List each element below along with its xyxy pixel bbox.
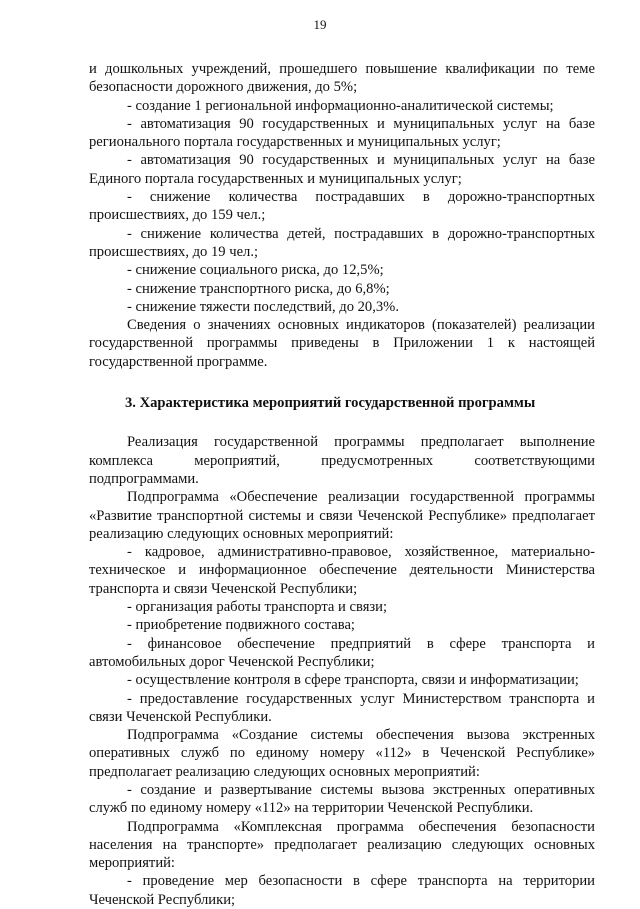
list-item: - создание и развертывание системы вызова экстренных оперативных служб по единому номеру «112» на территории Чеченской Республики. [89, 781, 595, 817]
list-item: - предоставление государственных услуг Министерством транспорта и связи Чеченской Республики. [89, 690, 595, 725]
list-item: - автоматизация 90 государственных и муниципальных услуг на базе Единого портала государственных и муниципальных услуг; [89, 152, 595, 187]
list-item: - снижение тяжести последствий, до 20,3%. [127, 298, 399, 315]
page-number: 19 [313, 17, 327, 32]
paragraph: Подпрограмма «Обеспечение реализации государственной программы «Развитие транспортной системы и связи Чеченской Республике» предполагает реализацию следующих основных мероприятий: [89, 489, 595, 542]
list-item: - проведение мер безопасности в сфере транспорта на территории Чеченской Республики; [89, 873, 595, 908]
section-heading: 3. Характеристика мероприятий государственной программы [125, 395, 536, 412]
list-item: - снижение количества детей, пострадавших в дорожно-транспортных происшествиях, до 19 чел.; [89, 225, 595, 260]
list-item: - осуществление контроля в сфере транспорта, связи и информатизации; [127, 672, 579, 689]
paragraph: Подпрограмма «Создание системы обеспечения вызова экстренных оперативных служб по единому номеру «112» в Чеченской Республике» предполагает реализацию следующих основных мероприятий: [89, 727, 595, 780]
list-item: - организация работы транспорта и связи; [127, 599, 388, 616]
paragraph: Сведения о значениях основных индикаторов (показателей) реализации государственной программы приведены в Приложении 1 к настоящей государственной программе. [89, 317, 595, 370]
list-item: - автоматизация 90 государственных и муниципальных услуг на базе регионального портала государственных и муниципальных услуг; [89, 115, 595, 151]
document-body [89, 60, 595, 909]
list-item: - кадровое, административно-правовое, хозяйственное, материально-техническое и информационное обеспечение деятельности Министерства транспорта и связи Чеченской Республики; [89, 544, 595, 597]
paragraph: Реализация государственной программы предполагает выполнение комплекса мероприятий, предусмотренных соответствующими подпрограммами. [89, 434, 595, 487]
list-item: - создание 1 региональной информационно-аналитической системы; [127, 97, 554, 114]
list-item: - снижение транспортного риска, до 6,8%; [127, 280, 390, 297]
paragraph: Подпрограмма «Комплексная программа обеспечения безопасности населения на транспорте» предполагает реализацию следующих основных мероприятий: [89, 818, 595, 872]
list-item: - снижение социального риска, до 12,5%; [127, 262, 384, 279]
paragraph: и дошкольных учреждений, прошедшего повышение квалификации по теме безопасности дорожного движения, до 5%; [89, 61, 595, 96]
list-item: - финансовое обеспечение предприятий в сфере транспорта и автомобильных дорог Чеченской Республики; [89, 635, 595, 670]
list-item: - снижение количества пострадавших в дорожно-транспортных происшествиях, до 159 чел.; [89, 189, 595, 224]
list-item: - приобретение подвижного состава; [127, 617, 355, 634]
